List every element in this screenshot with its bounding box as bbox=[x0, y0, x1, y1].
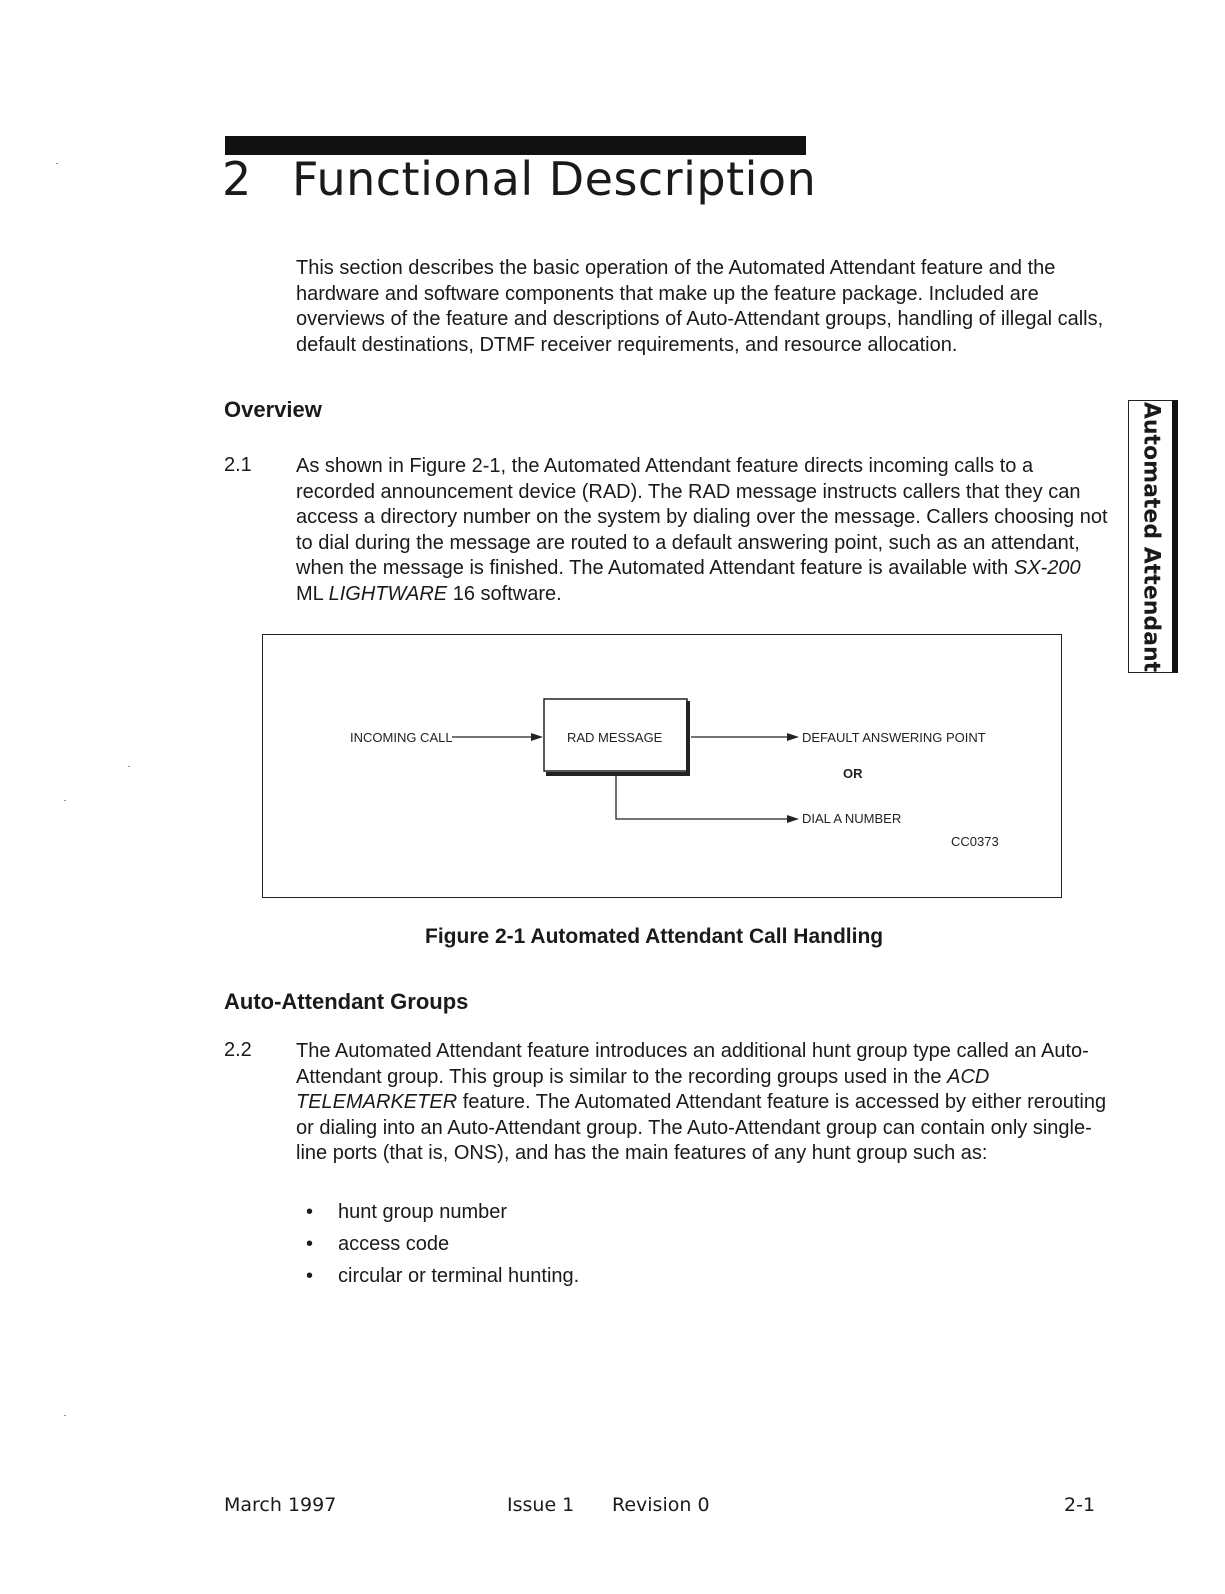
footer-page-number: 2-1 bbox=[1064, 1494, 1096, 1516]
groups-text-2: feature. The Automated Attendant feature is accessed by either rerouting or dialing into an Auto-Attendant group. The Auto-Attendant group can contain only single-line ports (that is, ONS), and has the main features of any hunt group such as: bbox=[296, 1091, 1107, 1165]
figure-caption: Figure 2-1 Automated Attendant Call Handling bbox=[425, 925, 884, 948]
scan-speck bbox=[56, 163, 58, 164]
groups-paragraph bbox=[296, 1039, 1108, 1167]
list-item bbox=[306, 1199, 579, 1231]
scan-speck bbox=[64, 1415, 66, 1416]
bullet-icon: • bbox=[306, 1201, 314, 1223]
footer-date: March 1997 bbox=[224, 1494, 337, 1516]
auto-attendant-groups-heading: Auto-Attendant Groups bbox=[224, 989, 469, 1014]
list-item-text: hunt group number bbox=[338, 1201, 508, 1223]
scan-speck bbox=[64, 800, 66, 801]
groups-text-1: The Automated Attendant feature introduces an additional hunt group type called an Auto-Attendant group. This group is similar to the recording groups used in the bbox=[296, 1040, 1089, 1088]
section-tab-label: Automated Attendant bbox=[1138, 401, 1163, 672]
incoming-arrowhead bbox=[531, 733, 543, 741]
default-answering-point-label: DEFAULT ANSWERING POINT bbox=[802, 730, 986, 745]
call-handling-diagram bbox=[263, 635, 1061, 897]
lightware-product: LIGHTWARE bbox=[328, 582, 448, 605]
list-item bbox=[306, 1231, 579, 1263]
bullet-icon: • bbox=[306, 1233, 314, 1255]
list-item-text: access code bbox=[338, 1233, 450, 1255]
overview-text-3: 16 software. bbox=[447, 582, 562, 605]
dial-a-number-label: DIAL A NUMBER bbox=[802, 811, 902, 826]
bullet-icon: • bbox=[306, 1265, 314, 1287]
list-item bbox=[306, 1263, 579, 1295]
intro-paragraph: This section describes the basic operation of the Automated Attendant feature and the hardware and software components that make up the feature package. Included are overviews of the feature and descriptions of Auto-Attendant groups, handling of illegal calls, default destinations, DTMF receiver requirements, and resource allocation. bbox=[296, 257, 1104, 356]
dial-arrowhead bbox=[787, 815, 799, 823]
overview-paragraph bbox=[296, 454, 1108, 608]
acd-telemarketer-product: ACD TELEMARKETER bbox=[296, 1065, 990, 1114]
default-arrowhead bbox=[787, 733, 799, 741]
scan-speck bbox=[128, 766, 130, 767]
paragraph-number-2-1: 2.1 bbox=[224, 454, 252, 476]
footer-issue: Issue 1 bbox=[507, 1494, 575, 1516]
footer-revision: Revision 0 bbox=[612, 1494, 710, 1516]
section-tab bbox=[1128, 400, 1178, 673]
chapter-title-text: Functional Description bbox=[292, 152, 817, 206]
rad-message-label: RAD MESSAGE bbox=[567, 730, 663, 745]
incoming-call-label: INCOMING CALL bbox=[350, 730, 453, 745]
overview-text-2: ML bbox=[296, 582, 329, 605]
or-label: OR bbox=[843, 766, 863, 781]
chapter-number: 2 bbox=[222, 152, 252, 206]
figure-2-1-diagram bbox=[262, 634, 1062, 898]
list-item-text: circular or terminal hunting. bbox=[338, 1265, 580, 1287]
sx-200-product: SX-200 bbox=[1013, 557, 1081, 580]
figure-code: CC0373 bbox=[951, 834, 999, 849]
overview-heading: Overview bbox=[224, 397, 322, 422]
overview-text-1: As shown in Figure 2-1, the Automated Attendant feature directs incoming calls to a recorded announcement device (RAD). The RAD message instructs callers that they can access a directory number on the system by dialing over the message. Callers choosing not to dial during the message are routed to a default answering point, such as an attendant, when the message is finished. The Automated Attendant feature is available with bbox=[296, 455, 1108, 580]
paragraph-number-2-2: 2.2 bbox=[224, 1039, 252, 1061]
chapter-title bbox=[222, 152, 816, 206]
dial-arrow-line bbox=[616, 776, 792, 819]
hunt-group-features-list bbox=[306, 1199, 579, 1295]
